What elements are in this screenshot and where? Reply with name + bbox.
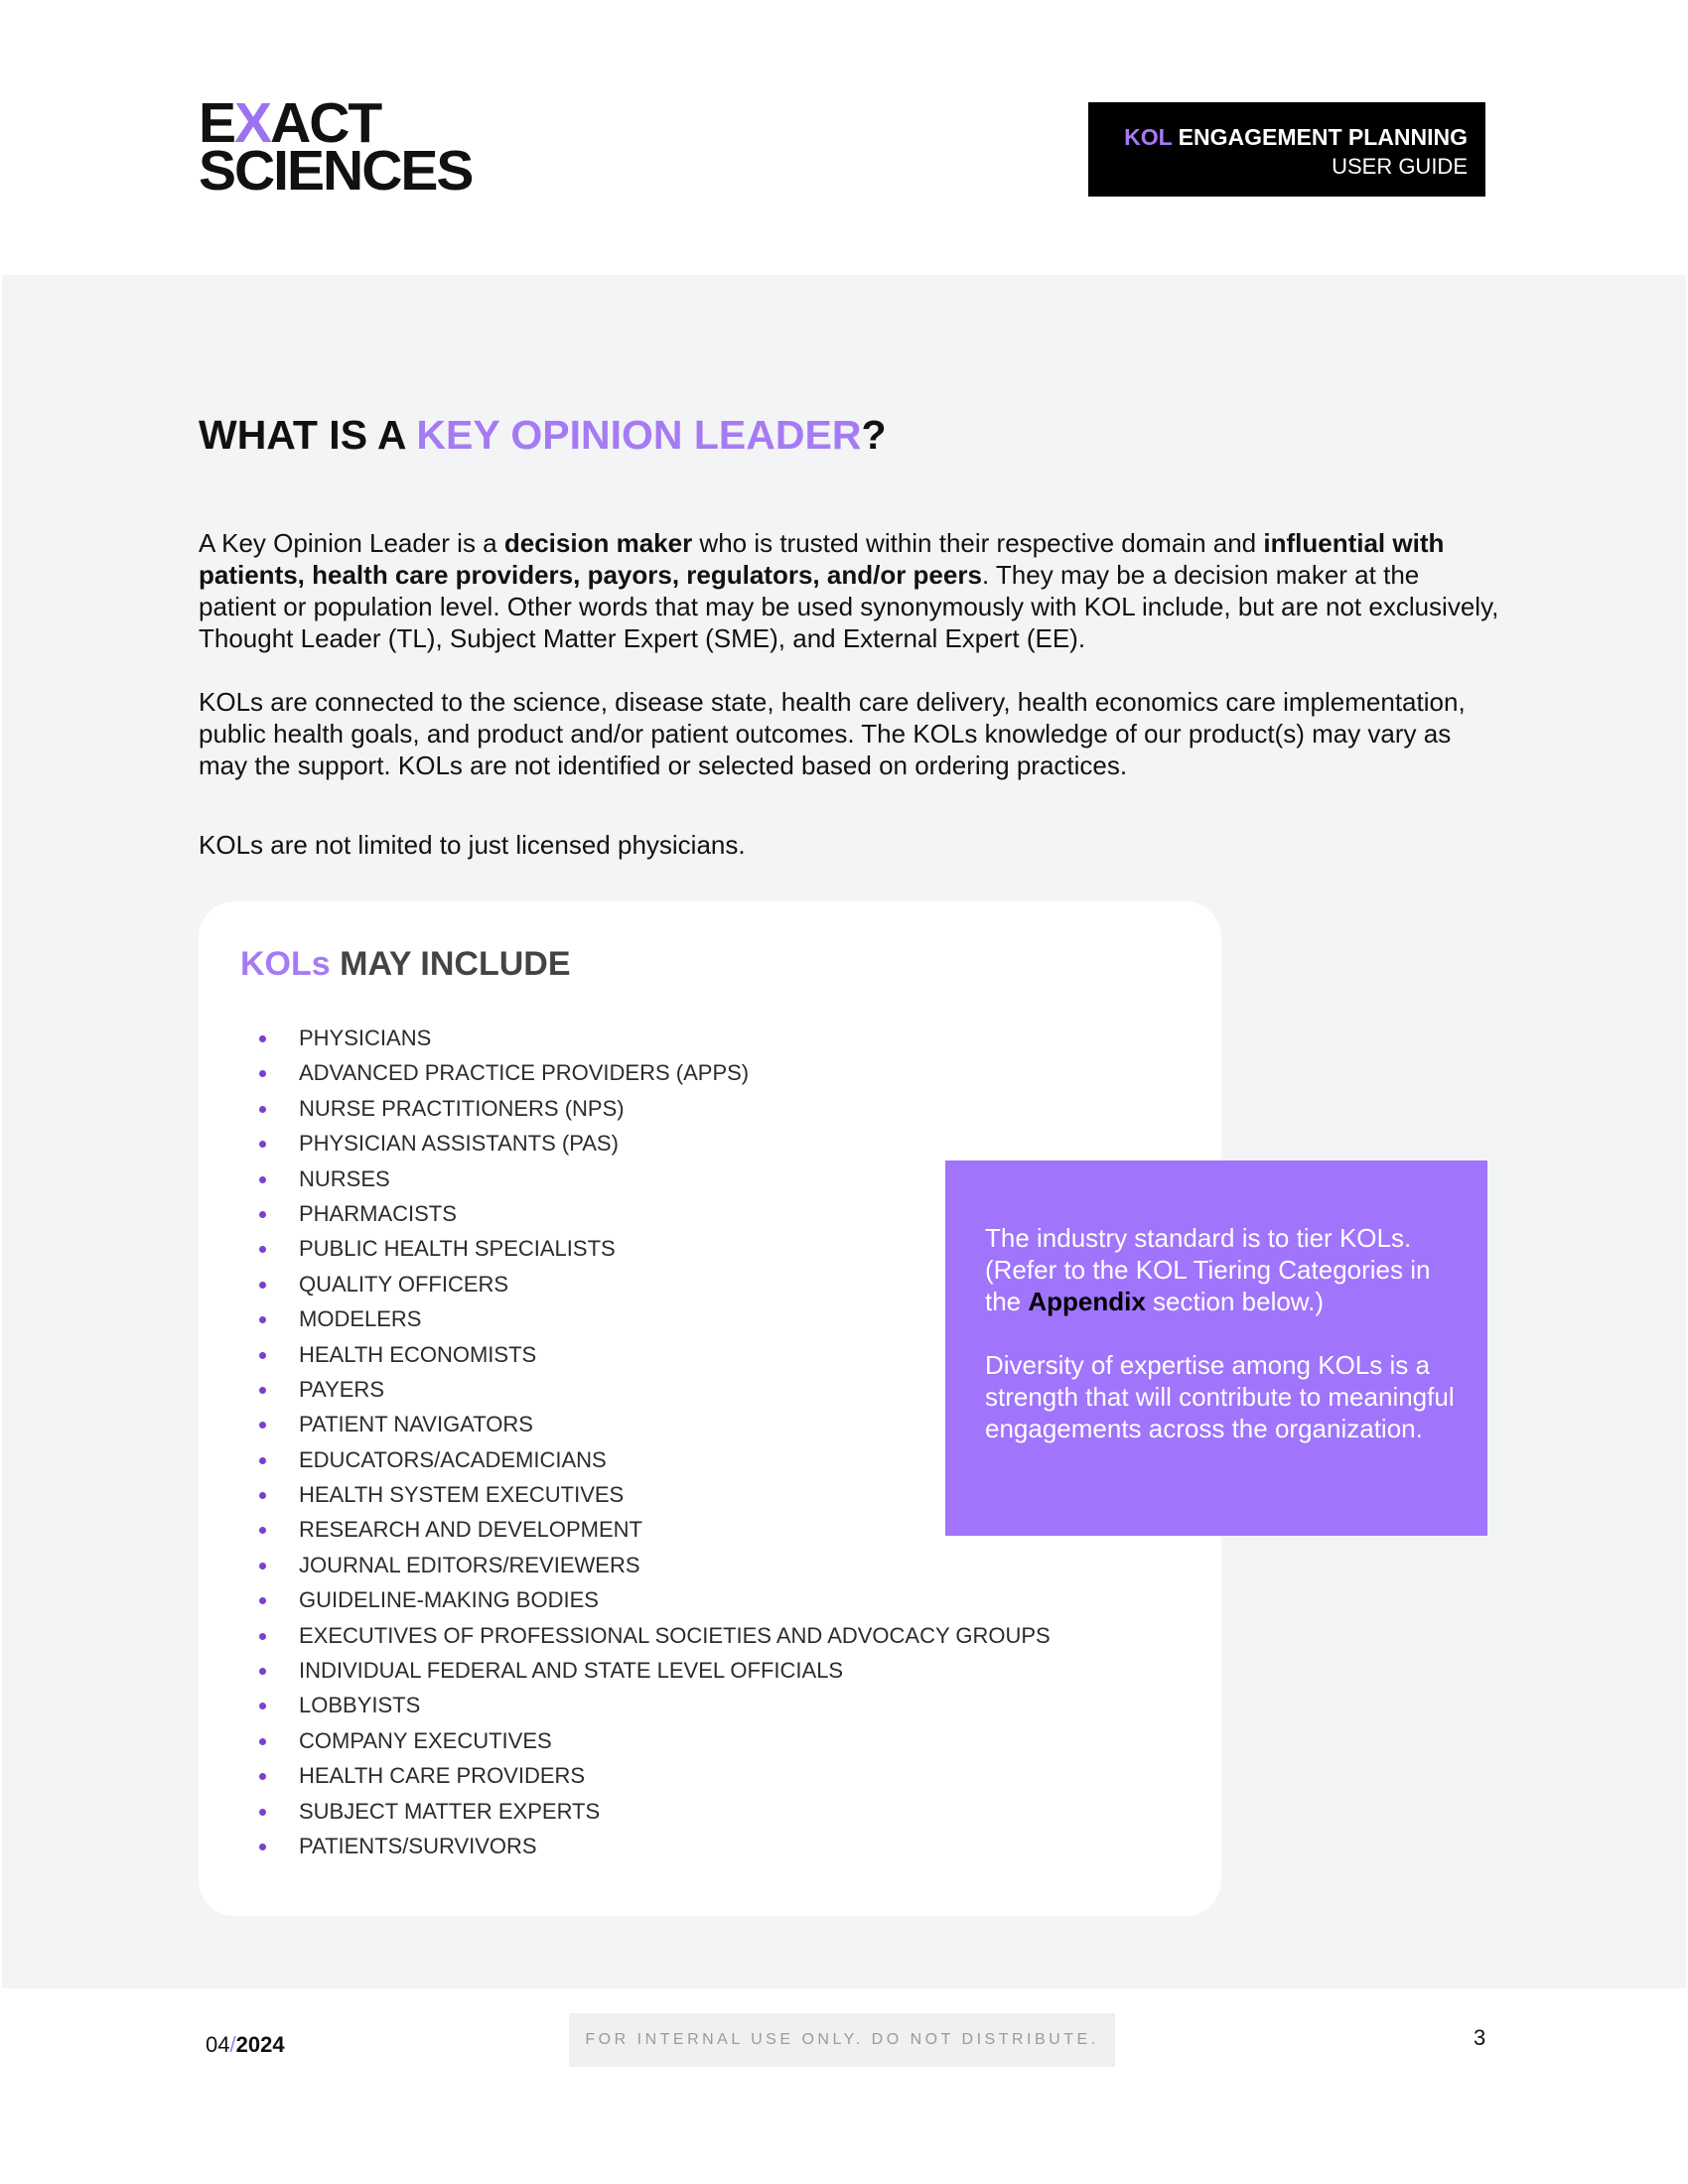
bullet-icon (259, 1668, 266, 1675)
bullet-icon (259, 1563, 266, 1570)
list-item (199, 1091, 1051, 1126)
bullet-icon (259, 1282, 266, 1289)
bullet-icon (259, 1809, 266, 1816)
list-item-label: SUBJECT MATTER EXPERTS (299, 1798, 601, 1824)
bullet-icon (259, 1457, 266, 1464)
bullet-icon (259, 1316, 266, 1323)
list-item (199, 1267, 1051, 1301)
document-subtitle: USER GUIDE (1332, 154, 1468, 179)
list-item-label: MODELERS (299, 1306, 422, 1332)
list-item-label: NURSE PRACTITIONERS (NPS) (299, 1095, 625, 1121)
bullet-icon (259, 1703, 266, 1709)
list-item (199, 1758, 1051, 1793)
list-item-label: PHYSICIAN ASSISTANTS (PAS) (299, 1131, 619, 1157)
list-item (199, 1407, 1051, 1441)
bullet-icon (259, 1738, 266, 1745)
tiering-callout (945, 1160, 1487, 1536)
list-item-label: PUBLIC HEALTH SPECIALISTS (299, 1236, 616, 1262)
list-item (199, 1512, 1051, 1547)
list-item-label: PATIENTS/SURVIVORS (299, 1833, 537, 1858)
bullet-icon (259, 1843, 266, 1850)
list-item (199, 1653, 1051, 1688)
bullet-icon (259, 1070, 266, 1077)
kol-type-list (199, 1021, 1051, 1863)
list-item-label: RESEARCH AND DEVELOPMENT (299, 1517, 642, 1543)
bullet-icon (259, 1597, 266, 1604)
list-item (199, 1829, 1051, 1863)
footer-date: 04/2024 (206, 2032, 285, 2057)
bullet-icon (259, 1141, 266, 1148)
list-item-label: QUALITY OFFICERS (299, 1271, 509, 1297)
document-label: KOL ENGAGEMENT PLANNING (1124, 124, 1468, 150)
list-item (199, 1161, 1051, 1196)
list-item-label: NURSES (299, 1165, 390, 1191)
page-title: WHAT IS A KEY OPINION LEADER? (199, 412, 887, 458)
page-number: 3 (1474, 2025, 1486, 2050)
list-item (199, 1372, 1051, 1407)
list-item (199, 1301, 1051, 1336)
list-item-label: PHYSICIANS (299, 1025, 432, 1050)
list-item (199, 1196, 1051, 1231)
callout-diversity-text: Diversity of expertise among KOLs is a strength that will contribute to meaningful engagements across the organization. (985, 1350, 1455, 1443)
list-item-label: PHARMACISTS (299, 1200, 457, 1226)
list-item (199, 1442, 1051, 1477)
bullet-icon (259, 1246, 266, 1253)
list-item-label: HEALTH ECONOMISTS (299, 1341, 537, 1367)
list-item-label: PATIENT NAVIGATORS (299, 1412, 533, 1437)
bullet-icon (259, 1211, 266, 1218)
list-item (199, 1231, 1051, 1266)
list-item (199, 1618, 1051, 1653)
logo-line-1: EXACT (199, 91, 381, 155)
list-item-label: GUIDELINE-MAKING BODIES (299, 1587, 599, 1613)
list-item (199, 1794, 1051, 1829)
card-title: KOLs MAY INCLUDE (240, 945, 571, 983)
list-item (199, 1337, 1051, 1372)
list-item (199, 1688, 1051, 1722)
list-item-label: COMPANY EXECUTIVES (299, 1727, 552, 1753)
callout-tiering-text: The industry standard is to tier KOLs. (Refer to the KOL Tiering Categories in the Appendix section below.) (985, 1223, 1431, 1316)
bullet-icon (259, 1352, 266, 1359)
list-item-label: HEALTH CARE PROVIDERS (299, 1763, 586, 1789)
list-item-label: PAYERS (299, 1376, 384, 1402)
list-item-label: HEALTH SYSTEM EXECUTIVES (299, 1482, 625, 1508)
internal-use-notice: FOR INTERNAL USE ONLY. DO NOT DISTRIBUTE. (569, 2013, 1115, 2067)
list-item (199, 1723, 1051, 1758)
list-item-label: JOURNAL EDITORS/REVIEWERS (299, 1552, 640, 1577)
bullet-icon (259, 1387, 266, 1394)
bullet-icon (259, 1422, 266, 1429)
list-item-label: EXECUTIVES OF PROFESSIONAL SOCIETIES AND ADVOCACY GROUPS (299, 1622, 1051, 1648)
list-item-label: INDIVIDUAL FEDERAL AND STATE LEVEL OFFICIALS (299, 1658, 844, 1684)
exact-sciences-logo (199, 91, 473, 203)
list-item-label: ADVANCED PRACTICE PROVIDERS (APPS) (299, 1060, 750, 1086)
bullet-icon (259, 1773, 266, 1780)
definition-paragraph: A Key Opinion Leader is a decision maker who is trusted within their respective domain and influential with patients, health care providers, payors, regulators, and/or peers. They may be a decision maker at the patient or population level. Other words that may be used synonymously with KOL include, but are not exclusively, Thought Leader (TL), Subject Matter Expert (SME), and External Expert (EE). (199, 528, 1499, 653)
bullet-icon (259, 1492, 266, 1499)
connections-paragraph: KOLs are connected to the science, disease state, health care delivery, health economics care implementation, public health goals, and product and/or patient outcomes. The KOLs knowledge of our product(s) may vary as may the support. KOLs are not identified or selected based on ordering practices. (199, 687, 1466, 780)
list-item (199, 1582, 1051, 1617)
list-item (199, 1126, 1051, 1160)
bullet-icon (259, 1527, 266, 1534)
bullet-icon (259, 1106, 266, 1113)
bullet-icon (259, 1176, 266, 1183)
bullet-icon (259, 1633, 266, 1640)
list-item (199, 1055, 1051, 1090)
bullet-icon (259, 1035, 266, 1042)
list-item-label: EDUCATORS/ACADEMICIANS (299, 1446, 607, 1472)
list-item (199, 1477, 1051, 1512)
list-item-label: LOBBYISTS (299, 1693, 421, 1718)
appendix-reference: Appendix (1028, 1287, 1146, 1316)
scope-paragraph: KOLs are not limited to just licensed physicians. (199, 830, 746, 860)
list-item (199, 1548, 1051, 1582)
logo-line-2: SCIENCES (199, 139, 473, 203)
list-item (199, 1021, 1051, 1055)
document-label-box (1088, 102, 1485, 197)
logo-x-mark: X (234, 91, 271, 155)
